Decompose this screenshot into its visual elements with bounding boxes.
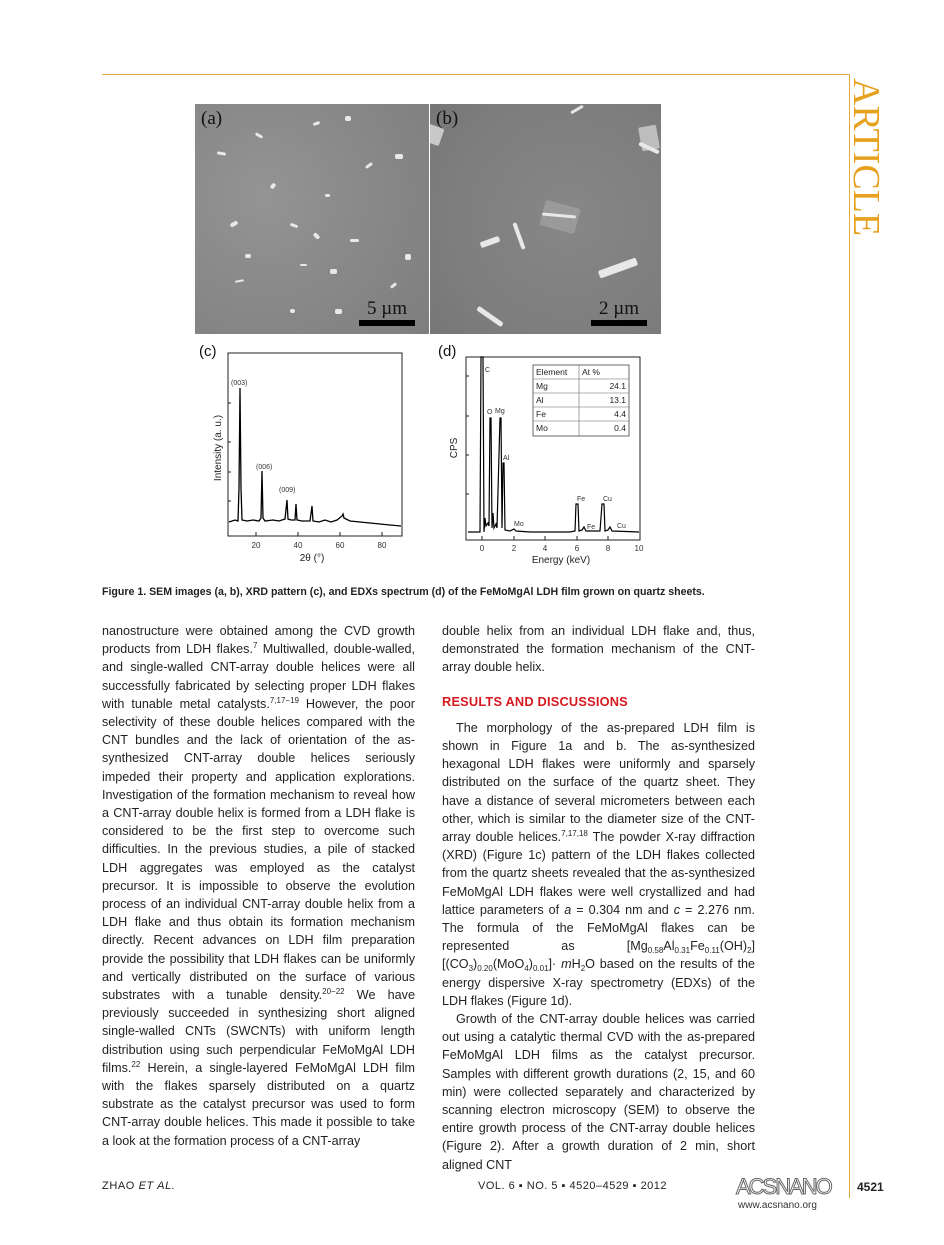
sem-image-a <box>195 104 429 334</box>
svg-text:Mg: Mg <box>536 381 548 391</box>
svg-text:Fe: Fe <box>536 409 546 419</box>
svg-text:Cu: Cu <box>603 496 612 503</box>
svg-text:Al: Al <box>503 455 510 462</box>
svg-text:CPS: CPS <box>449 437 460 459</box>
svg-text:(006): (006) <box>256 464 273 471</box>
svg-text:2: 2 <box>511 544 517 553</box>
svg-text:O: O <box>487 409 493 416</box>
svg-text:(009): (009) <box>279 487 296 494</box>
svg-text:(003): (003) <box>231 380 248 387</box>
svg-text:8: 8 <box>605 544 611 553</box>
body-column-left <box>102 622 415 1150</box>
sem-image-b <box>430 104 661 334</box>
svg-text:Mo: Mo <box>536 423 548 433</box>
acsnano-logo: ACSNANO <box>736 1174 831 1199</box>
scale-bar-a: 5 µm <box>359 299 415 326</box>
svg-text:Fe: Fe <box>587 524 596 531</box>
svg-text:Intensity (a. u.): Intensity (a. u.) <box>213 414 224 482</box>
svg-text:Element: Element <box>536 367 568 377</box>
svg-text:Al: Al <box>536 395 544 405</box>
footer-authors: ZHAO ET AL. <box>102 1180 176 1192</box>
svg-text:Fe: Fe <box>577 496 586 503</box>
article-section-tab: ARTICLE <box>845 78 887 237</box>
footer-citation: VOL. 6 ▪ NO. 5 ▪ 4520–4529 ▪ 2012 <box>478 1180 668 1192</box>
svg-text:Mo: Mo <box>514 521 524 528</box>
svg-text:Cu: Cu <box>617 523 626 530</box>
paragraph: double helix from an individual LDH flake and, thus, demonstrated the formation mechanism of the CNT-array double helix. <box>442 624 755 675</box>
svg-text:0.4: 0.4 <box>614 423 626 433</box>
footer-rule <box>849 1172 850 1198</box>
svg-text:13.1: 13.1 <box>609 395 626 405</box>
paragraph: Growth of the CNT-array double helices was carried out using a catalytic thermal CVD with the as-prepared FeMoMgAl LDH films as the catalyst precursor. Samples with different growth durations (2, 15, and 60 min) were collected separately and characterized by scanning electron microscopy (SEM) to observe the entire growth process of the CNT-array double helices (Figure 2). After a growth duration of 2 min, short aligned CNT <box>442 1012 755 1172</box>
panel-label-b: (b) <box>436 108 459 129</box>
journal-url[interactable]: www.acsnano.org <box>738 1200 817 1211</box>
svg-text:C: C <box>485 367 491 374</box>
svg-text:At %: At % <box>582 367 600 377</box>
panel-label-c: (c) <box>199 343 217 360</box>
svg-text:40: 40 <box>293 541 303 550</box>
edx-chart-d <box>430 338 660 570</box>
margin-rule <box>849 74 850 1184</box>
svg-text:4: 4 <box>542 544 548 553</box>
svg-text:20: 20 <box>251 541 261 550</box>
paragraph: nanostructure were obtained among the CVD growth products from LDH flakes.$^7$ Multiwalled, double-walled, and single-walled CNT-array double helices were all successfully fabricated by selecting proper LDH flakes with tunable metal catalysts.$^{7,17-19}$ However, the poor selectivity of these double helices compared with the CNT bundles and the lack of orientation of the as-synthesized CNT-array double helices seriously impeded their property and application explorations. Investigation of the formation mechanism to reveal how a CNT-array double helix is formed from a LDH flake is considered to be the first step to overcome such difficulties. In the previous studies, a pile of stacked LDH aggregates was employed as the catalyst precursor. It is impossible to observe the evolution process of an individual CNT-array double helix from a LDH flake and thus obtain its formation mechanism directly. Recent advances on LDH film preparation provide the possibility that LDH flakes can be uniformly and vertically distributed on the surface of various substrates with a tunable density.$^{20-22}$ We have previously succeeded in synthesizing short aligned single-walled CNTs (SWCNTs) with uniform length distribution using such perpendicular FeMoMgAl LDH films.$^{22}$ Herein, a single-layered FeMoMgAl LDH film with the flakes sparsely distributed on a quartz substrate as the catalyst precursor was used to form CNT-array double helices. This made it possible to take a look at the formation process of a CNT-array <box>102 624 415 1148</box>
svg-text:0: 0 <box>479 544 485 553</box>
panel-label-d: (d) <box>438 343 457 360</box>
svg-text:10: 10 <box>634 544 644 553</box>
svg-text:60: 60 <box>335 541 345 550</box>
svg-text:4.4: 4.4 <box>614 409 626 419</box>
body-column-right <box>442 622 755 1174</box>
section-heading: RESULTS AND DISCUSSIONS <box>442 693 628 709</box>
svg-text:24.1: 24.1 <box>609 381 626 391</box>
paragraph: The morphology of the as-prepared LDH film is shown in Figure 1a and b. The as-synthesized hexagonal LDH flakes were uniformly and sparsely distributed on the surface of the quartz sheet. They have a distance of several micrometers between each other, which is similar to the diameter size of the CNT-array double helices.$^{7,17,18}$ The powder X-ray diffraction (XRD) (Figure 1c) pattern of the LDH flakes collected from the quartz sheets revealed that the as-synthesized FeMoMgAl LDH flakes were well crystallized and had lattice parameters of a = 0.304 nm and c = 2.276 nm. The formula of the FeMoMgAl flakes can be represented as $[Mg_{0.58}Al_{0.31}Fe_{0.11}(OH)_2][(CO_3)_{0.20}(MoO_4)_{0.01}]\cdot mH_2O$ based on the results of the energy dispersive X-ray spectrometry (EDXs) of the LDH flakes (Figure 1d). <box>442 720 756 1008</box>
svg-text:Energy (keV): Energy (keV) <box>531 555 591 566</box>
header-rule <box>102 74 849 75</box>
xrd-chart-c <box>195 338 425 570</box>
scale-bar-b: 2 µm <box>591 299 647 326</box>
svg-text:2θ (°): 2θ (°) <box>299 553 325 564</box>
svg-text:Mg: Mg <box>495 408 505 415</box>
page-number: 4521 <box>857 1180 884 1194</box>
svg-text:6: 6 <box>574 544 580 553</box>
figure-caption: Figure 1. SEM images (a, b), XRD pattern (c), and EDXs spectrum (d) of the FeMoMgAl LDH film grown on quartz sheets. <box>102 586 705 598</box>
svg-text:80: 80 <box>377 541 387 550</box>
panel-label-a: (a) <box>201 108 223 129</box>
